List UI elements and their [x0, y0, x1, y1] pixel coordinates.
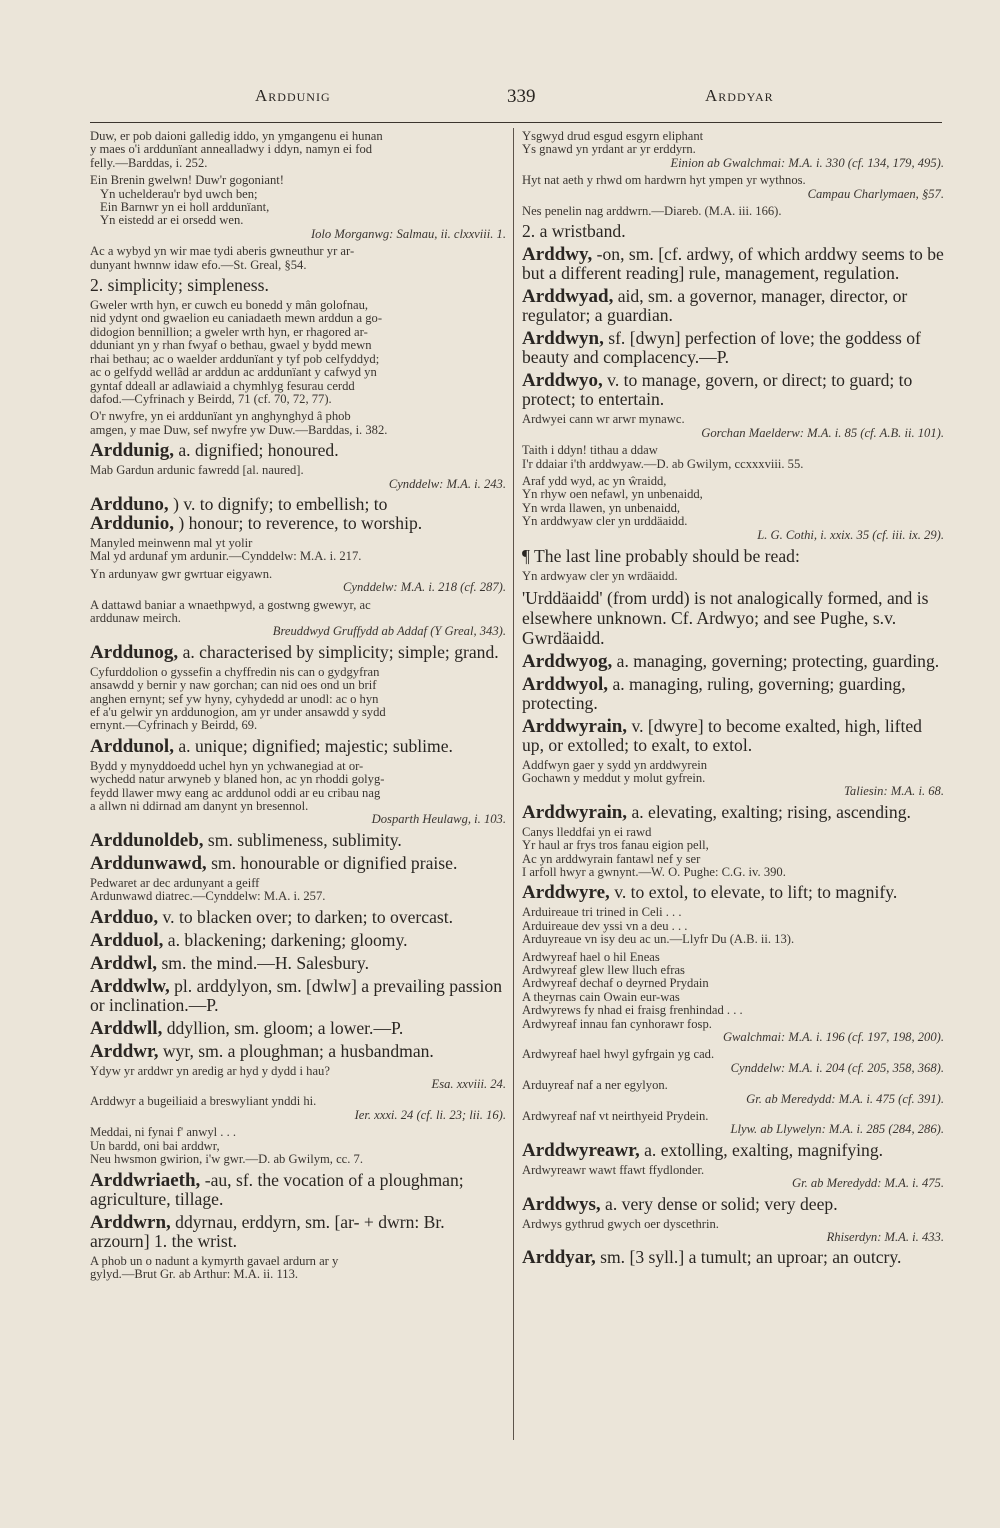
quotation-line: Ac a wybyd yn wir mae tydi aberis gwneuthur yr ar- [90, 244, 355, 259]
definition: sm. sublimeness, sublimity. [203, 829, 402, 850]
quotation [522, 1110, 944, 1137]
quotation-line: Neu hwsmon gwirion, i'w gwr.—D. ab Gwilym, cc. 7. [90, 1152, 364, 1167]
quotation-line: Meddai, ni fynai f' anwyl . . . [90, 1125, 237, 1140]
headword: Arddwys, [522, 1193, 601, 1215]
definition: ddyllion, sm. gloom; a lower.—P. [162, 1017, 404, 1038]
quotation-line: Ardunwawd diatrec.—Cynddelw: M.A. i. 257. [90, 889, 326, 904]
quotation-line: felly.—Barddas, i. 252. [90, 155, 208, 170]
quotation-line: Arduyreaue vn isy deu ac un.—Llyfr Du (A.B. ii. 13). [522, 932, 795, 947]
dictionary-entry [90, 643, 506, 662]
quotation-line: Cyfurddolion o gyssefin a chyffredin nis can o gydgyfran [90, 664, 380, 679]
dictionary-entry [522, 803, 944, 822]
sense-number: 2. simplicity; simpleness. [90, 275, 269, 296]
quotation [90, 174, 506, 241]
headword: Arddwyrain, [522, 715, 628, 737]
quotation-line: Duw, er pob daioni galledig iddo, yn ymgangenu ei hunan [90, 129, 383, 143]
quotation-line: Addfwyn gaer y sydd yn arddwyrein [522, 757, 708, 772]
citation: Campau Charlymaen, §57. [807, 186, 944, 201]
citation: Cynddelw: M.A. i. 243. [388, 476, 506, 491]
quotation-line: Un bardd, oni bai arddwr, [90, 1138, 220, 1153]
quotation-line: I arfoll hwyr a gwnynt.—W. O. Pughe: C.G. iv. 390. [522, 864, 786, 879]
quotation-line: nid ydynt ond gwaelion eu caniadaeth mewn arddun a go- [90, 311, 383, 326]
quotation-line: Manyled meinwenn mal yt yolir [90, 535, 253, 550]
definition: a. elevating, exalting; rising, ascending. [627, 801, 911, 822]
headword: Arddunoldeb, [90, 829, 204, 851]
quotation [522, 174, 944, 201]
quotation [90, 666, 506, 733]
dictionary-entry [522, 717, 944, 755]
quotation [522, 826, 944, 880]
quotation-line: Pedwaret ar dec ardunyant a geiff [90, 875, 260, 890]
quotation-line: Ac yn arddwyrain fantawl nef y ser [522, 851, 701, 866]
headword: Ardduno, [90, 493, 169, 515]
quotation-line: anghen ernynt; sef yw hyny, cyhydedd ar unodl: ac o hyn [90, 691, 379, 706]
headword: Arddwl, [90, 952, 158, 974]
quotation-line: Mal yd ardunaf ym ardunir.—Cynddelw: M.A. i. 217. [90, 549, 362, 564]
running-head-right: Arddyar [705, 86, 774, 105]
dictionary-entry [522, 675, 944, 713]
headword: Arddwyn, [522, 328, 604, 350]
definition: sm. the mind.—H. Salesbury. [157, 952, 369, 973]
column-divider [513, 128, 514, 1440]
citation: Iolo Morganwg: Salmau, ii. clxxviii. 1. [310, 226, 506, 241]
definition: a. extolling, exalting, magnifying. [639, 1139, 884, 1160]
headword: Arddunio, [90, 512, 174, 534]
quotation-line: Yn ardwyaw cler yn wrdäaidd. [522, 569, 678, 584]
right-column [522, 128, 944, 1271]
quotation [90, 537, 506, 564]
quotation-line: Yn rhyw oen nefawl, yn unbenaidd, [522, 487, 703, 502]
quotation-line: Ein Barnwr yn ei holl arddunïant, [100, 200, 270, 215]
dictionary-entry [522, 329, 944, 367]
quotation-line: Yn arddwyaw cler yn urddäaidd. [522, 514, 688, 529]
definition: v. to manage, govern, or direct; to guard; to protect; to entertain. [522, 370, 913, 410]
quotation-line: Arddwyr a bugeiliaid a breswyliant ynddi hi. [90, 1094, 317, 1109]
quotation-line: Ysgwyd drud esgud esgyrn eliphant [522, 129, 704, 143]
citation: Ier. xxxi. 24 (cf. li. 23; lii. 16). [354, 1107, 506, 1122]
quotation-line: Ydyw yr arddwr yn aredig ar hyd y dydd i hau? [90, 1063, 330, 1078]
left-column [90, 128, 506, 1285]
dictionary-entry [522, 287, 944, 325]
headword: Arddunol, [90, 735, 174, 757]
quotation [90, 599, 506, 639]
headword: Ardduol, [90, 929, 164, 951]
quotation-line: Gweler wrth hyn, er cuwch eu bonedd y mân golofnau, [90, 298, 369, 313]
dictionary-entry [90, 954, 506, 973]
headword: Arddunig, [90, 440, 174, 462]
dictionary-entry [522, 371, 944, 409]
citation: Einion ab Gwalchmai: M.A. i. 330 (cf. 134, 179, 495). [670, 155, 944, 170]
quotation [522, 1048, 944, 1075]
quotation-line: Ardwyreawr wawt ffawt ffydlonder. [522, 1162, 705, 1177]
headword: Arddwyreawr, [522, 1139, 640, 1161]
quotation-line: Yn uchelderau'r byd uwch ben; [100, 186, 258, 201]
quotation-line: ac o gelfydd wellâd ar arddun ac arddunïant y cafwyd yn [90, 365, 377, 380]
headword: Arddwyre, [522, 882, 610, 904]
headword: Arddwyog, [522, 650, 613, 672]
quotation [522, 1079, 944, 1106]
definition: ddyrnau, erddyrn, sm. [ar- + dwrn: Br. arzourn] 1. the wrist. [90, 1211, 445, 1251]
dictionary-entry [90, 831, 506, 850]
headword: Arddunog, [90, 641, 179, 663]
quotation-line: y maes o'i arddunïant annealladwy i ddyn, namyn ei fod [90, 142, 373, 157]
citation: Gr. ab Meredydd: M.A. i. 475. [791, 1176, 944, 1191]
definition: sf. [dwyn] perfection of love; the goddess of beauty and complacency.—P. [522, 328, 921, 368]
definition: a. managing, ruling, governing; guarding, protecting. [522, 673, 906, 713]
citation: Breuddwyd Gruffydd ab Addaf (Y Greal, 343). [272, 624, 506, 639]
quotation [90, 1065, 506, 1092]
dictionary-entry [90, 441, 506, 460]
quotation [90, 410, 506, 437]
citation: L. G. Cothi, i. xxix. 35 (cf. iii. ix. 29). [757, 527, 944, 542]
dictionary-entry [90, 1213, 506, 1251]
headword: Arddwlw, [90, 975, 170, 997]
quotation [522, 130, 944, 170]
quotation-line: wychedd natur arwyneb y blaned hon, ac yn rhoddi golyg- [90, 772, 385, 787]
quotation-line: Ardwyreaf dechaf o deyrned Prydain [522, 976, 709, 991]
dictionary-entry [90, 977, 506, 1015]
quotation [90, 1095, 506, 1122]
quotation-line: Araf ydd wyd, ac yn ŵraidd, [522, 474, 667, 489]
headword: Arddwll, [90, 1017, 163, 1039]
quotation [522, 205, 944, 218]
quotation-line: didogion bennillion; a gweler wrth hyn, er rhagored ar- [90, 324, 368, 339]
dictionary-entry [90, 854, 506, 873]
dictionary-entry [90, 931, 506, 950]
quotation [522, 951, 944, 1045]
quotation-line: Ardwyreaf hael hwyl gyfrgain yg cad. [522, 1047, 715, 1062]
dictionary-entry [90, 737, 506, 756]
dictionary-entry [90, 1171, 506, 1209]
running-head-left: Arddunig [255, 86, 331, 105]
quotation-line: Yn ardunyaw gwr gwrtuar eigyawn. [90, 566, 273, 581]
quotation-line: Arduyreaf naf a ner egylyon. [522, 1078, 668, 1093]
quotation [90, 877, 506, 904]
headword: Arddwyrain, [522, 801, 628, 823]
quotation-line: Canys lleddfai yn ei rawd [522, 824, 652, 839]
running-head [90, 86, 940, 112]
citation: Esa. xxviii. 24. [431, 1077, 506, 1092]
quotation [90, 568, 506, 595]
dictionary-entry [90, 495, 506, 533]
definition: a. characterised by simplicity; simple; grand. [178, 641, 499, 662]
quotation-line: Yn eistedd ar ei orsedd wen. [100, 213, 244, 228]
quotation-line: Ys gnawd yn yrdant ar yr erddyrn. [522, 142, 696, 157]
quotation-line: amgen, y mae Duw, sef nwyfre yw Duw.—Barddas, i. 382. [90, 422, 388, 437]
citation: Cynddelw: M.A. i. 218 (cf. 287). [343, 580, 506, 595]
definition: a. dignified; honoured. [173, 440, 339, 461]
definition: aid, sm. a governor, manager, director, or regulator; a guardian. [522, 286, 908, 326]
dictionary-entry [522, 652, 944, 671]
quotation-line: ef a'u gelwir yn arddunogion, am yr under ansawdd y sydd [90, 705, 386, 719]
headword: Ardduo, [90, 906, 159, 928]
definition: pl. arddylyon, sm. [dwlw] a prevailing passion or inclination.—P. [90, 975, 502, 1015]
definition: sm. [3 syll.] a tumult; an uproar; an outcry. [595, 1247, 902, 1268]
definition: ) v. to dignify; to embellish; to [168, 493, 388, 514]
quotation-line: Gochawn y meddut y molut gyfrein. [522, 770, 706, 785]
quotation [522, 444, 944, 471]
quotation [522, 570, 944, 583]
header-rule [90, 122, 942, 123]
quotation [90, 245, 506, 272]
quotation [90, 760, 506, 827]
quotation-line: dunyant hwnnw idaw efo.—St. Greal, §54. [90, 257, 307, 272]
quotation-line: dduniant yn y rhan fwyaf o bethau, gwael y bydd mewn [90, 338, 372, 353]
definition: -au, sf. the vocation of a ploughman; agriculture, tillage. [90, 1169, 464, 1209]
quotation-line: ernynt.—Cyfrinach y Beirdd, 69. [90, 718, 258, 733]
quotation-line: arddunaw meirch. [90, 610, 181, 625]
quotation [522, 1218, 944, 1245]
editorial-note: 'Urddäaidd' (from urdd) is not analogically formed, and is elsewhere unknown. Cf. Ardwyo; and see Pughe, s.v. Gwrdäaidd. [522, 587, 929, 648]
headword: Arddwyol, [522, 673, 609, 695]
quotation-line: Nes penelin nag arddwrn.—Diareb. (M.A. iii. 166). [522, 204, 782, 219]
citation: Cynddelw: M.A. i. 204 (cf. 205, 358, 368). [730, 1060, 944, 1075]
quotation-line: a allwn ni ddirnad am danynt yn bresennol. [90, 799, 309, 814]
quotation-line: I'r ddaiar i'th arddwyaw.—D. ab Gwilym, ccxxxviii. 55. [522, 456, 804, 471]
headword: Arddyar, [522, 1247, 596, 1269]
definition: a. managing, governing; protecting, guarding. [612, 650, 940, 671]
quotation-line: ansawdd y bernir y naw gorchan; can nid oes ond un brif [90, 678, 377, 693]
quotation-line: Ardwyrews fy nhad ei fraisg frenhindad . . . [522, 1003, 743, 1018]
quotation [90, 464, 506, 491]
quotation-line: Ardwyreaf innau fan cynhorawr fosp. [522, 1016, 712, 1031]
citation: Llyw. ab Llywelyn: M.A. i. 285 (284, 286). [730, 1122, 944, 1137]
quotation-line: A theyrnas cain Owain eur-was [522, 989, 680, 1004]
quotation-line: feydd llawer mwy eang ac arddunol oddi ar eu cribau nag [90, 785, 381, 800]
page-number: 339 [507, 86, 536, 107]
editorial-note: ¶ The last line probably should be read: [522, 546, 800, 567]
dictionary-entry [90, 1042, 506, 1061]
quotation-line: dafod.—Cyfrinach y Beirdd, 71 (cf. 70, 72, 77). [90, 391, 332, 406]
definition: wyr, sm. a ploughman; a husbandman. [158, 1040, 434, 1061]
quotation [90, 1126, 506, 1166]
quotation [522, 1164, 944, 1191]
dictionary-entry [522, 1248, 944, 1267]
quotation-line: Ardwyreaf naf vt neirthyeid Prydein. [522, 1109, 709, 1124]
quotation-line: Mab Gardun ardunic fawredd [al. naured]. [90, 463, 304, 478]
quotation-line: Arduireaue dev yssi vn a deu . . . [522, 918, 688, 933]
definition: a. unique; dignified; majestic; sublime. [173, 735, 453, 756]
quotation-line: Taith i ddyn! tithau a ddaw [522, 443, 658, 458]
citation: Gwalchmai: M.A. i. 196 (cf. 197, 198, 200). [722, 1030, 944, 1044]
sense-number: 2. a wristband. [522, 221, 626, 242]
headword: Arddunwawd, [90, 852, 207, 874]
quotation [522, 413, 944, 440]
quotation-line: Ardwyreaf glew llew lluch efras [522, 962, 685, 977]
citation: Taliesin: M.A. i. 68. [844, 784, 944, 799]
quotation [522, 759, 944, 799]
definition: ) honour; to reverence, to worship. [173, 512, 423, 533]
headword: Arddwyad, [522, 286, 614, 308]
quotation-line: Ardwys gythrud gwych oer dyscethrin. [522, 1216, 719, 1231]
citation: Gorchan Maelderw: M.A. i. 85 (cf. A.B. ii. 101). [701, 425, 944, 440]
definition: a. very dense or solid; very deep. [600, 1193, 838, 1214]
quotation [90, 299, 506, 406]
citation: Dosparth Heulawg, i. 103. [371, 812, 506, 827]
quotation-line: Ardwyei cann wr arwr mynawc. [522, 412, 685, 427]
quotation [90, 1255, 506, 1282]
quotation-line: rhai bethau; ac o waelder arddunïant y tyf pob celfyddyd; [90, 351, 380, 366]
quotation-line: Ein Brenin gwelwn! Duw'r gogoniant! [90, 173, 284, 188]
quotation-line: gyntaf ddeall ar adlawiaid a chymhlyg fesurau cerdd [90, 378, 355, 393]
quotation [522, 906, 944, 946]
definition: sm. honourable or dignified praise. [206, 852, 458, 873]
quotation-line: Bydd y mynyddoedd uchel hyn yn ychwanegiad at or- [90, 758, 364, 773]
quotation-line: Yn wrda llawen, yn unbenaidd, [522, 500, 681, 515]
quotation [522, 475, 944, 542]
definition: v. [dwyre] to become exalted, high, lifted up, or extolled; to exalt, to extol. [522, 715, 922, 755]
quotation-line: Yr haul ar frys tros fanau eigion pell, [522, 838, 709, 853]
definition: -on, sm. [cf. ardwy, of which arddwy seems to be but a different reading] rule, management, regulation. [522, 244, 944, 284]
quotation-line: Hyt nat aeth y rhwd om hardwrn hyt ympen yr wythnos. [522, 173, 806, 188]
definition: v. to extol, to elevate, to lift; to magnify. [609, 882, 898, 903]
definition: a. blackening; darkening; gloomy. [163, 929, 408, 950]
headword: Arddwyo, [522, 370, 603, 392]
citation: Rhiserdyn: M.A. i. 433. [826, 1230, 944, 1245]
quotation-line: A phob un o nadunt a kymyrth gavael ardurn ar y [90, 1253, 339, 1268]
quotation-line: gylyd.—Brut Gr. ab Arthur: M.A. ii. 113. [90, 1266, 299, 1281]
dictionary-entry [522, 1195, 944, 1214]
quotation-line: A dattawd baniar a wnaethpwyd, a gostwng gwewyr, ac [90, 597, 371, 612]
dictionary-entry [522, 883, 944, 902]
quotation-line: Arduireaue tri trined in Celi . . . [522, 905, 682, 920]
headword: Arddwrn, [90, 1211, 171, 1233]
definition: v. to blacken over; to darken; to overcast. [158, 906, 454, 927]
dictionary-entry [522, 1141, 944, 1160]
quotation-line: O'r nwyfre, yn ei arddunïant yn anghynghyd â phob [90, 409, 351, 424]
quotation-line: Ardwyreaf hael o hil Eneas [522, 949, 660, 964]
dictionary-entry [90, 1019, 506, 1038]
quotation [90, 130, 506, 170]
citation: Gr. ab Meredydd: M.A. i. 475 (cf. 391). [746, 1091, 944, 1106]
headword: Arddwy, [522, 244, 593, 266]
headword: Arddwr, [90, 1040, 159, 1062]
dictionary-entry [522, 245, 944, 283]
dictionary-entry [90, 908, 506, 927]
headword: Arddwriaeth, [90, 1169, 201, 1191]
